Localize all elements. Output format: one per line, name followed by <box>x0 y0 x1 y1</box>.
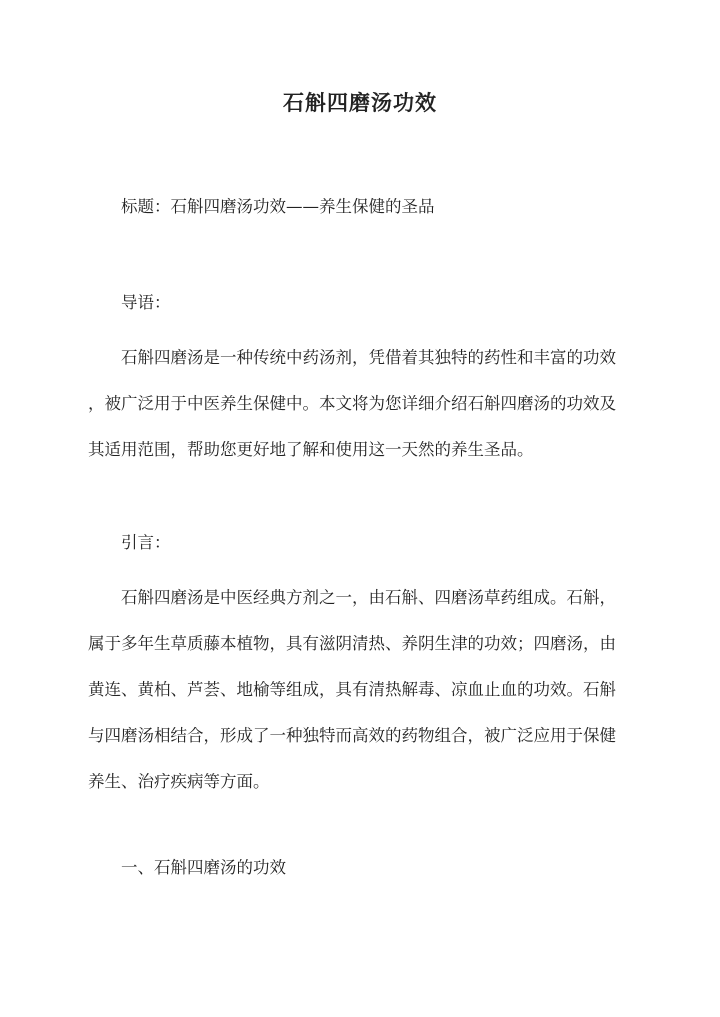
section-1-heading <box>88 845 648 891</box>
preface-paragraph <box>88 575 648 805</box>
intro-line: ，被广泛用于中医养生保健中。本文将为您详细介绍石斛四磨汤的功效及 <box>88 394 616 413</box>
preface-line: 属于多年生草质藤本植物，具有滋阴清热、养阴生津的功效；四磨汤，由 <box>88 634 616 653</box>
subtitle-text: 标题：石斛四磨汤功效——养生保健的圣品 <box>121 197 435 216</box>
intro-line: 其适用范围，帮助您更好地了解和使用这一天然的养生圣品。 <box>88 440 534 459</box>
subtitle-line <box>88 184 648 230</box>
intro-heading-text: 导语： <box>121 293 171 312</box>
preface-heading <box>88 520 648 566</box>
intro-heading <box>88 280 648 326</box>
preface-heading-text: 引言： <box>121 533 171 552</box>
preface-line: 石斛四磨汤是中医经典方剂之一，由石斛、四磨汤草药组成。石斛， <box>121 588 616 607</box>
document-title: 石斛四磨汤功效 <box>283 90 437 115</box>
section-1-heading-text: 一、石斛四磨汤的功效 <box>121 858 286 877</box>
intro-paragraph <box>88 335 648 473</box>
preface-line: 黄连、黄柏、芦荟、地榆等组成，具有清热解毒、凉血止血的功效。石斛 <box>88 680 616 699</box>
preface-line: 与四磨汤相结合，形成了一种独特而高效的药物组合，被广泛应用于保健 <box>88 726 616 745</box>
preface-line: 养生、治疗疾病等方面。 <box>88 772 270 791</box>
intro-line: 石斛四磨汤是一种传统中药汤剂，凭借着其独特的药性和丰富的功效 <box>121 348 616 367</box>
